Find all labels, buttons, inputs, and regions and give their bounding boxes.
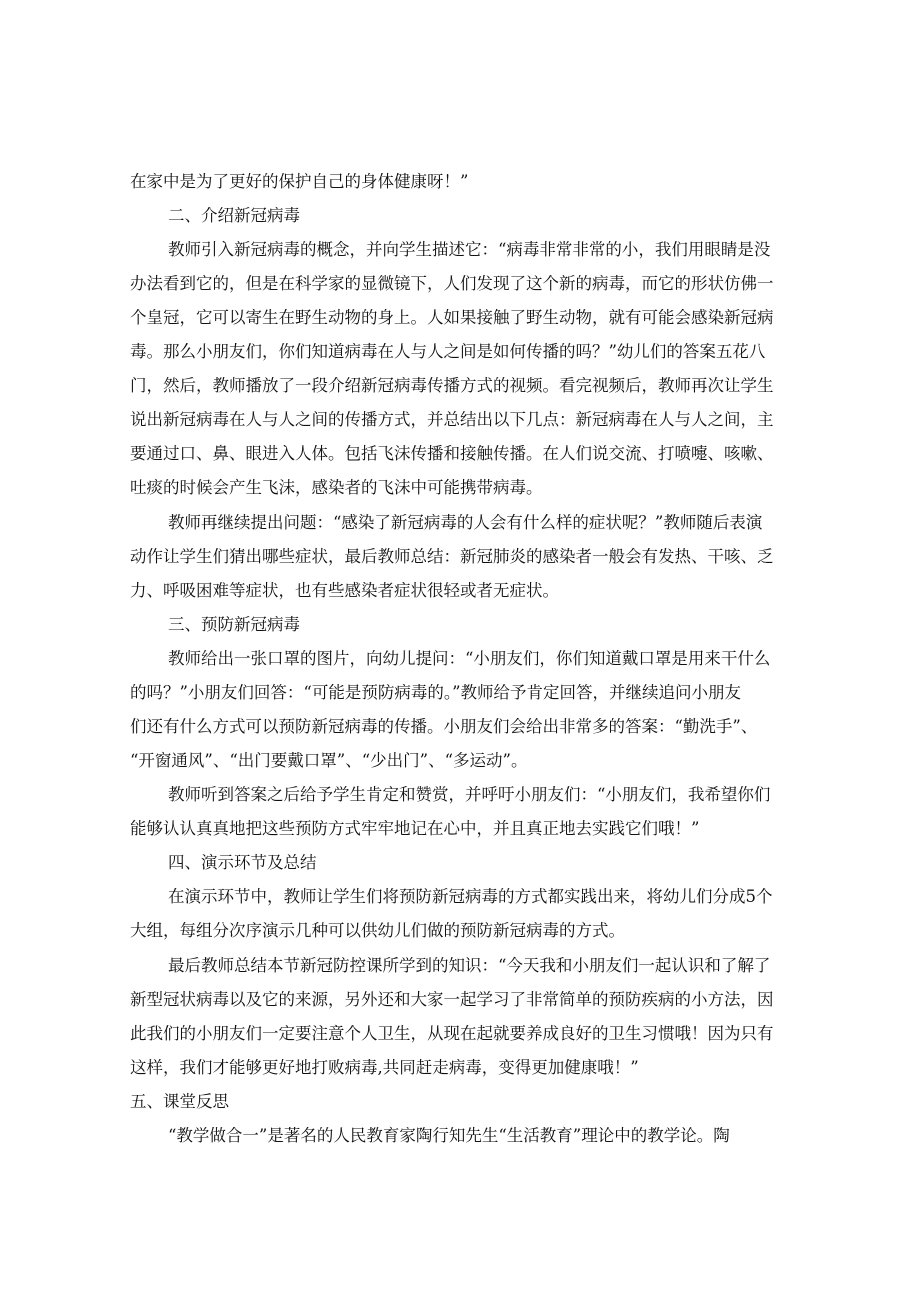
text-line: 动作让学生们猜出哪些症状，最后教师总结：新冠肺炎的感染者一般会有发热、干咳、乏 xyxy=(130,547,774,566)
text-line: 大组，每组分次序演示几种可以供幼儿们做的预防新冠病毒的方式。 xyxy=(130,921,625,940)
text-line: 吐痰的时候会产生飞沫，感染者的飞沫中可能携带病毒。 xyxy=(130,478,543,497)
text-line: 办法看到它的，但是在科学家的显微镜下，人们发现了这个新的病毒，而它的形状仿佛一 xyxy=(130,274,774,293)
text-line: 毒。那么小朋友们，你们知道病毒在人与人之间是如何传播的吗？”幼儿们的答案五花八 xyxy=(130,342,766,361)
text-line: 新型冠状病毒以及它的来源，另外还和大家一起学习了非常简单的预防疾病的小方法，因 xyxy=(130,990,774,1009)
text-line: “开窗通风”、“出门要戴口罩”、“少出门”、“多运动”。 xyxy=(130,751,528,770)
text-line: 教师听到答案之后给予学生肯定和赞赏，并呼吁小朋友们：“小朋友们，我希望你们 xyxy=(168,785,771,804)
text-line: 门，然后，教师播放了一段介绍新冠病毒传播方式的视频。看完视频后，教师再次让学生 xyxy=(130,376,774,395)
text-line: 说出新冠病毒在人与人之间的传播方式，并总结出以下几点：新冠病毒在人与人之间，主 xyxy=(130,410,774,429)
section-heading: 五、课堂反思 xyxy=(130,1092,229,1111)
text-line: 的吗？”小朋友们回答：“可能是预防病毒的。”教师给予肯定回答，并继续追问小朋友 xyxy=(130,683,742,702)
text-line: 在演示环节中，教师让学生们将预防新冠病毒的方式都实践出来，将幼儿们分成5个 xyxy=(168,887,773,906)
section-heading: 四、演示环节及总结 xyxy=(168,853,317,872)
text-line: 教师再继续提出问题：“感染了新冠病毒的人会有什么样的症状呢？”教师随后表演 xyxy=(168,513,763,532)
text-line: 力、呼吸困难等症状，也有些感染者症状很轻或者无症状。 xyxy=(130,581,559,600)
text-line: 最后教师总结本节新冠防控课所学到的知识：“今天我和小朋友们一起认识和了解了 xyxy=(168,956,771,975)
text-line: 个皇冠，它可以寄生在野生动物的身上。人如果接触了野生动物，就有可能会感染新冠病 xyxy=(130,308,774,327)
text-line: 这样，我们才能够更好地打败病毒,共同赶走病毒，变得更加健康哦！” xyxy=(130,1058,639,1077)
text-line: 要通过口、鼻、眼进入人体。包括飞沫传播和接触传播。在人们说交流、打喷嚏、咳嗽、 xyxy=(130,444,774,463)
text-line: 们还有什么方式可以预防新冠病毒的传播。小朋友们会给出非常多的答案：“勤洗手”、 xyxy=(130,717,758,736)
text-line: 教师给出一张口罩的图片，向幼儿提问：“小朋友们，你们知道戴口罩是用来干什么 xyxy=(168,649,771,668)
section-heading: 三、预防新冠病毒 xyxy=(168,615,300,634)
text-line: 在家中是为了更好的保护自己的身体健康呀！” xyxy=(130,172,469,191)
text-line: 教师引入新冠病毒的概念，并向学生描述它：“病毒非常非常的小，我们用眼睛是没 xyxy=(168,240,771,259)
text-line: 能够认认真真地把这些预防方式牢牢地记在心中，并且真正地去实践它们哦！” xyxy=(130,819,700,838)
text-line: “教学做合一”是著名的人民教育家陶行知先生“生活教育”理论中的教学论。陶 xyxy=(168,1126,730,1145)
section-heading: 二、介绍新冠病毒 xyxy=(168,206,300,225)
text-line: 此我们的小朋友们一定要注意个人卫生，从现在起就要养成良好的卫生习惯哦！因为只有 xyxy=(130,1024,774,1043)
